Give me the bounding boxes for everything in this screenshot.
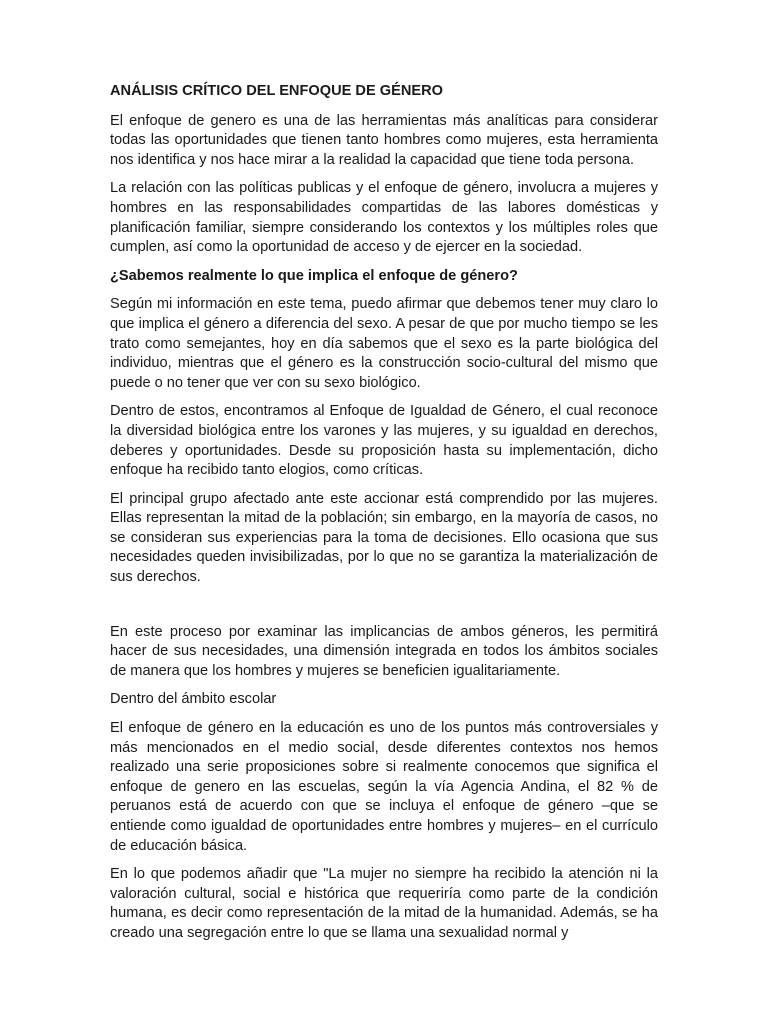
question-heading: ¿Sabemos realmente lo que implica el enfoque de género? (110, 267, 518, 284)
paragraph-8: En lo que podemos añadir que "La mujer no siempre ha recibido la atención ni la valoración cultural, social e histórica que requeriría como parte de la condición humana, es decir como representación de la mitad de la humanidad. Además, se ha creado una segregación entre lo que se llama una sexualidad normal y (110, 866, 658, 941)
paragraph-2: La relación con las políticas publicas y el enfoque de género, involucra a mujeres y hombres en las responsabilidades compartidas de las labores domésticas y planificación familiar, siempre considerando los contextos y los múltiples roles que cumplen, así como la oportunidad de acceso y de ejercer en la sociedad. (110, 180, 658, 256)
document-page (110, 82, 658, 953)
section-subheading: Dentro del ámbito escolar (110, 691, 277, 708)
paragraph-4: Dentro de estos, encontramos al Enfoque de Igualdad de Género, el cual reconoce la diversidad biológica entre los varones y las mujeres, y su igualdad en derechos, deberes y oportunidades. Desde su proposición hasta su implementación, dicho enfoque ha recibido tanto elogios, como críticas. (110, 403, 658, 479)
paragraph-1: El enfoque de genero es una de las herramientas más analíticas para considerar todas las oportunidades que tienen tanto hombres como mujeres, esta herramienta nos identifica y nos hace mirar a la realidad la capacidad que tiene toda persona. (110, 112, 658, 168)
paragraph-5: El principal grupo afectado ante este accionar está comprendido por las mujeres. Ellas representan la mitad de la población; sin embargo, en la mayoría de casos, no se consideran sus experiencias para la toma de decisiones. Ello ocasiona que sus necesidades queden invisibilizadas, por lo que no se garantiza la materialización de sus derechos. (110, 490, 658, 586)
paragraph-3: Según mi información en este tema, puedo afirmar que debemos tener muy claro lo que implica el género a diferencia del sexo. A pesar de que por mucho tiempo se les trato como semejantes, hoy en día sabemos que el sexo es la parte biológica del individuo, mientras que el género es la construcción socio-cultural del mismo que puede o no tener que ver con su sexo biológico. (110, 296, 658, 391)
paragraph-6: En este proceso por examinar las implicancias de ambos géneros, les permitirá hacer de sus necesidades, una dimensión integrada en todos los ámbitos sociales de manera que los hombres y mujeres se beneficien igualitariamente. (110, 623, 658, 679)
document-title: ANÁLISIS CRÍTICO DEL ENFOQUE DE GÉNERO (110, 83, 443, 99)
paragraph-7: El enfoque de género en la educación es uno de los puntos más controversiales y más mencionados en el medio social, desde diferentes contextos nos hemos realizado una serie proposiciones sobre si realmente conocemos que significa el enfoque de genero en las escuelas, según la vía Agencia Andina, el 82 % de peruanos está de acuerdo con que se incluya el enfoque de género –que se entiende como igualdad de oportunidades entre hombres y mujeres– en el currículo de educación básica. (110, 720, 658, 854)
paragraph-spacer (110, 597, 658, 623)
